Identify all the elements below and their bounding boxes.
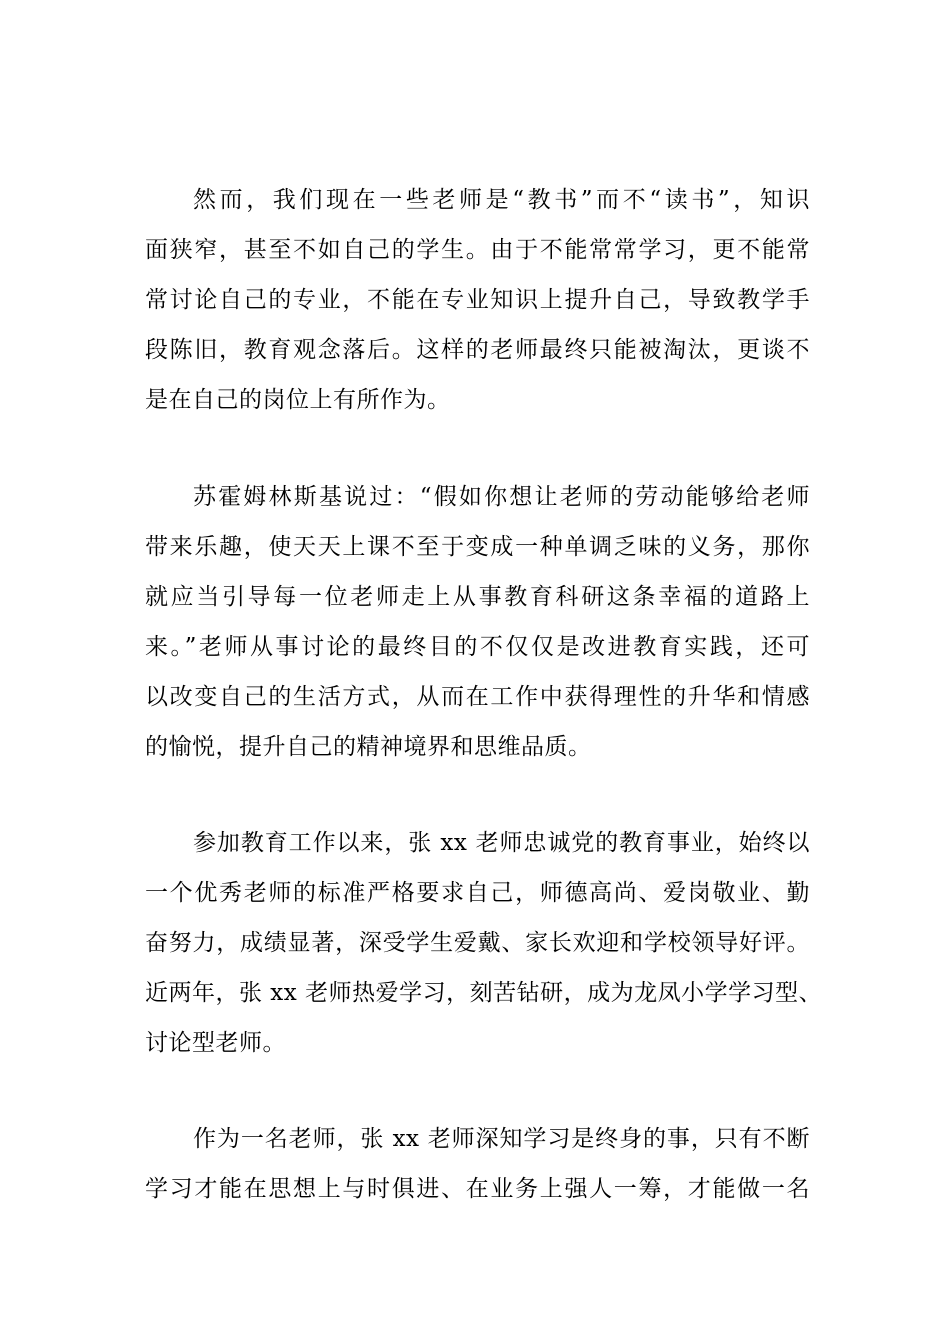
paragraph-line: 讨论型老师。 [145,1030,286,1056]
paragraph-line: 带来乐趣，使天天上课不至于变成一种单调乏味的义务，那你 [145,534,810,560]
paragraph-line: 面狭窄，甚至不如自己的学生。由于不能常常学习，更不能常 [145,237,810,263]
paragraph-line: 一个优秀老师的标准严格要求自己，师德高尚、爱岗敬业、勤 [145,880,810,906]
paragraph-2 [145,472,810,772]
paragraph-line: 作为一名老师，张 xx 老师深知学习是终身的事，只有不断 [193,1126,810,1152]
paragraph-line: 参加教育工作以来，张 xx 老师忠诚党的教育事业，始终以 [193,830,810,856]
paragraph-line: 就应当引导每一位老师走上从事教育科研这条幸福的道路上 [145,584,810,610]
paragraph-line: 学习才能在思想上与时俱进、在业务上强人一筹，才能做一名 [145,1176,810,1202]
paragraph-line: 奋努力，成绩显著，深受学生爱戴、家长欢迎和学校领导好评。 [145,930,810,956]
paragraph-3 [145,818,823,1068]
paragraph-line: 苏霍姆林斯基说过：“假如你想让老师的劳动能够给老师 [193,484,810,510]
paragraph-line: 然而，我们现在一些老师是“教书”而不“读书”，知识 [193,187,810,213]
paragraph-line: 近两年，张 xx 老师热爱学习，刻苦钻研，成为龙凤小学学习型、 [145,980,823,1006]
paragraph-4 [145,1114,810,1214]
paragraph-line: 常讨论自己的专业，不能在专业知识上提升自己，导致教学手 [145,287,810,313]
paragraph-line: 的愉悦，提升自己的精神境界和思维品质。 [145,734,592,760]
paragraph-line: 是在自己的岗位上有所作为。 [145,387,451,413]
paragraph-line: 以改变自己的生活方式，从而在工作中获得理性的升华和情感 [145,684,810,710]
paragraph-1 [145,175,810,425]
paragraph-line: 来。”老师从事讨论的最终目的不仅仅是改进教育实践，还可 [145,634,810,660]
paragraph-line: 段陈旧，教育观念落后。这样的老师最终只能被淘汰，更谈不 [145,337,810,363]
